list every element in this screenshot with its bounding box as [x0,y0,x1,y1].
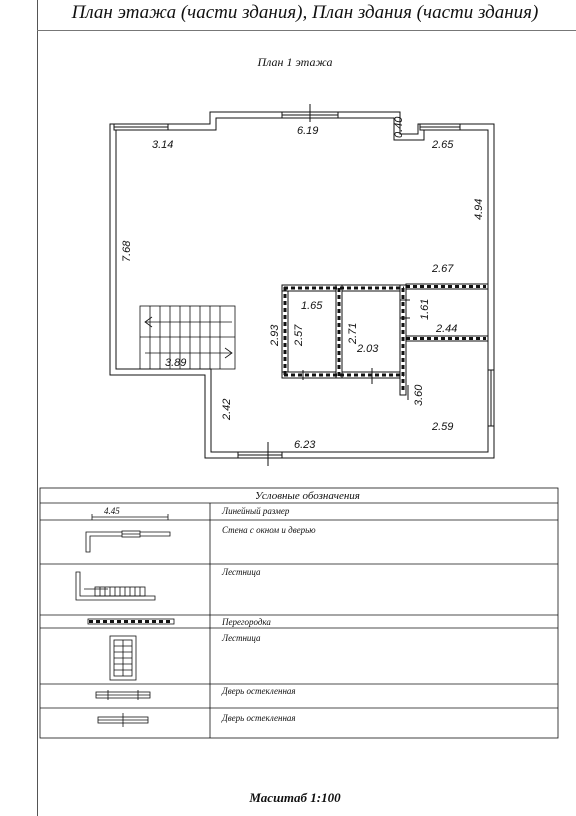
dim-0-40: 0.40 [393,116,405,138]
dim-1-65: 1.65 [301,300,323,312]
dim-2-44: 2.44 [436,323,458,335]
dim-7-68: 7.68 [121,240,133,262]
dimension-labels [121,116,485,451]
legend-row-glazed-door-2 [98,713,296,727]
legend-sample-value: 4.45 [104,506,120,516]
legend-title: Условные обозначения [255,490,360,502]
legend-label: Дверь остекленная [222,686,296,696]
legend-row-wall-window-door [86,525,316,552]
legend-label: Лестница [222,567,261,577]
dim-2-57: 2.57 [293,324,305,346]
dim-4-94: 4.94 [473,198,485,220]
dim-6-19: 6.19 [297,125,319,137]
dim-3-14: 3.14 [152,139,174,151]
dim-3-60: 3.60 [413,384,425,406]
staircase [140,306,235,369]
dim-2-67: 2.67 [432,263,454,275]
dim-1-61: 1.61 [419,298,431,320]
legend-row-stairs-2 [110,633,261,680]
dim-2-59: 2.59 [432,421,454,433]
page-title: План этажа (части здания), План здания (части здания) [71,2,539,23]
dim-2-71: 2.71 [347,322,359,344]
legend-row-stairs-1 [76,567,261,600]
legend-label: Дверь остекленная [222,713,296,723]
dim-2-93: 2.93 [269,324,281,346]
plan-subtitle: План 1 этажа [257,55,333,69]
dim-2-03: 2.03 [357,343,379,355]
legend-label: Перегородка [222,617,271,627]
dim-6-23: 6.23 [294,439,316,451]
dim-2-42: 2.42 [221,398,233,420]
legend-row-partition [88,617,271,627]
dim-3-89: 3.89 [165,357,187,369]
dim-2-65: 2.65 [432,139,454,151]
legend-row-linear-dimension [92,506,290,520]
legend-row-glazed-door-1 [96,686,296,700]
legend-label: Лестница [222,633,261,643]
legend-label: Линейный размер [222,506,290,516]
legend-label: Стена с окном и дверью [222,525,316,535]
legend-table [40,488,558,738]
scale-label: Масштаб 1:100 [249,790,341,805]
